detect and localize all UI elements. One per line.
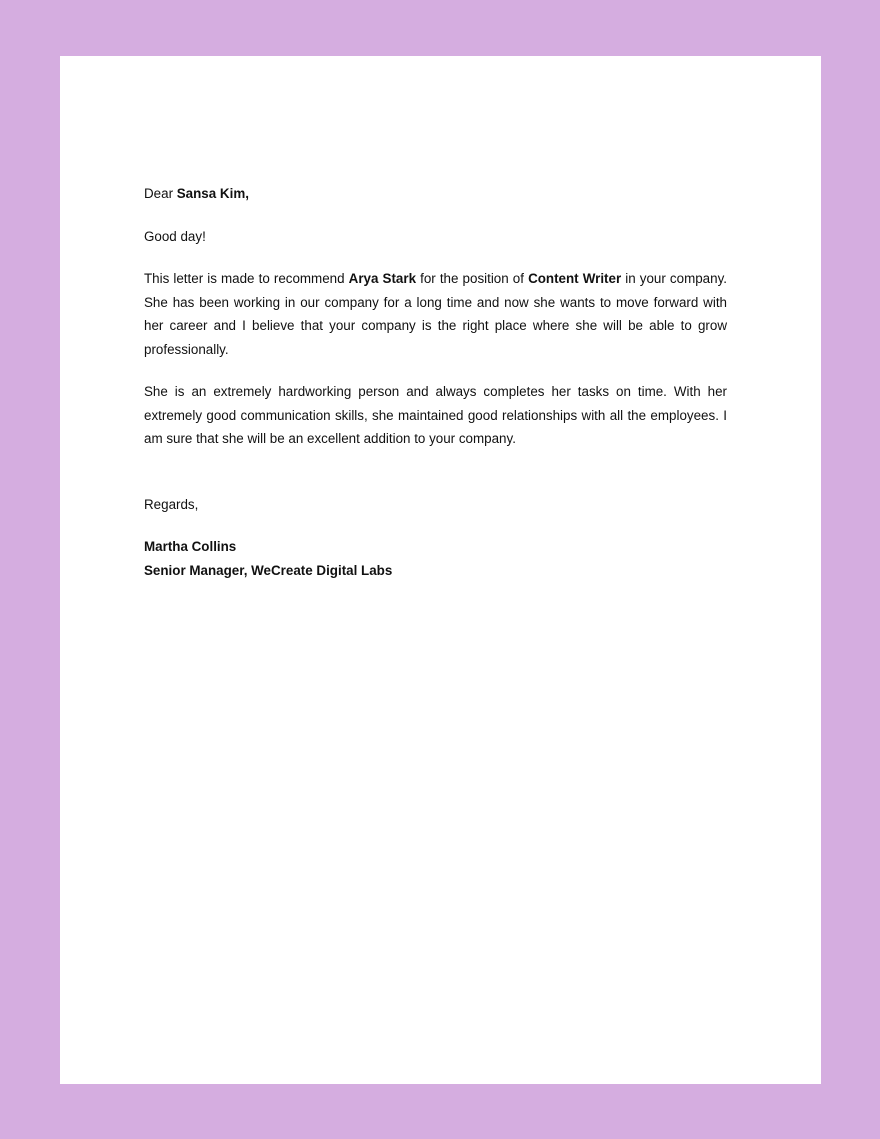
paragraph1-part1: This letter is made to recommend: [144, 271, 349, 286]
letter-page: [60, 56, 821, 1084]
closing: Regards,: [144, 496, 199, 512]
candidate-name: Arya Stark: [348, 271, 417, 286]
salutation: [144, 182, 727, 206]
paragraph1-part2: for the position of: [416, 271, 529, 286]
signer-title: Senior Manager, WeCreate Digital Labs: [144, 562, 393, 578]
signer-name: Martha Collins: [144, 539, 237, 554]
recipient-name: Sansa Kim,: [176, 186, 249, 201]
letter-body: [144, 182, 727, 582]
salutation-prefix: Dear: [144, 186, 177, 201]
paragraph1-part3: in your company. She has been working in our company for a long time and now she wants to move forward with her career and I believe that your company is the right place where she will be able to grow professionally.: [144, 271, 727, 357]
greeting: Good day!: [144, 228, 206, 244]
paragraph-recommendation: [144, 267, 727, 361]
paragraph-qualities: She is an extremely hardworking person and always completes her tasks on time. With her extremely good communication skills, she maintained good relationships with all the employees. I am sure that she will be an excellent addition to your company.: [144, 384, 727, 446]
position-title: Content Writer: [528, 271, 622, 286]
